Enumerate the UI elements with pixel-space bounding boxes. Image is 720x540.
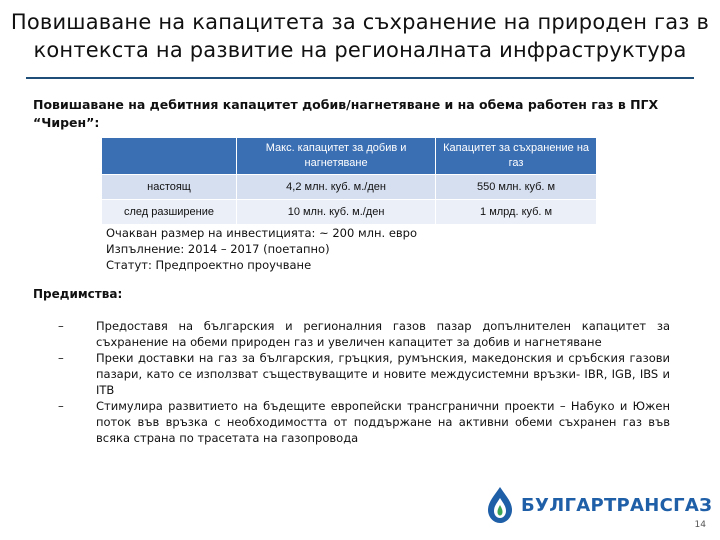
advantages-list	[58, 318, 670, 446]
list-item	[58, 318, 670, 350]
table-header-storage: Капацитет за съхранение на газ	[436, 138, 596, 174]
list-item-text: Предоставя на българския и регионалния газов пазар допълнителен капацитет за съхранение на обеми природен газ и увеличен капацитет за добив и нагнетяване	[96, 319, 670, 349]
slide-title-line1: Повишаване на капацитета за съхранение на природен газ в	[10, 10, 710, 34]
timeline-line: Изпълнение: 2014 – 2017 (поетапно)	[106, 242, 330, 256]
slide-title	[0, 8, 720, 64]
flame-drop-icon	[485, 486, 515, 524]
status-line: Статут: Предпроектно проучване	[106, 258, 312, 272]
table-header-corner	[102, 138, 236, 174]
bullet-dash: –	[58, 399, 64, 413]
section-heading: Повишаване на дебитния капацитет добив/нагнетяване и на обема работен газ в ПГХ “Чирен”:	[33, 97, 659, 130]
list-item	[58, 398, 670, 446]
logo-wordmark: БУЛГАРТРАНСГАЗ	[521, 494, 713, 516]
table-cell: 1 млрд. куб. м	[436, 200, 596, 224]
bullet-dash: –	[58, 351, 64, 365]
list-item-text: Преки доставки на газ за българския, гръцкия, румънския, македонския и сръбския газови пазари, като се използват съществуващите и новите междусистемни връзки- IBR, IGB, IBS и ITB	[96, 351, 670, 397]
advantages-heading: Предимства:	[33, 287, 123, 301]
bullet-dash: –	[58, 319, 64, 333]
list-item-text: Стимулира развитието на бъдещите европейски трансгранични проекти – Набуко и Южен поток във връзка с необходимостта от поддържане на активни обеми съхранен газ във всяка страна по трасетата на газопровода	[96, 399, 670, 445]
table-cell: 4,2 млн. куб. м./ден	[237, 175, 435, 199]
table-row	[102, 175, 596, 199]
table-cell: 10 млн. куб. м./ден	[237, 200, 435, 224]
table-cell: след разширение	[102, 200, 236, 224]
capacity-table	[101, 137, 597, 225]
page-number: 14	[694, 520, 706, 530]
slide-title-line2: контекста на развитие на регионалната инфраструктура	[33, 38, 687, 62]
title-divider	[26, 77, 694, 79]
table-header-extraction: Макс. капацитет за добив и нагнетяване	[237, 138, 435, 174]
table-cell: 550 млн. куб. м	[436, 175, 596, 199]
investment-line: Очакван размер на инвестицията: ~ 200 млн. евро	[106, 226, 418, 240]
table-header-row	[102, 138, 596, 174]
project-info	[106, 225, 606, 273]
table-cell: настоящ	[102, 175, 236, 199]
table-row	[102, 200, 596, 224]
list-item	[58, 350, 670, 398]
